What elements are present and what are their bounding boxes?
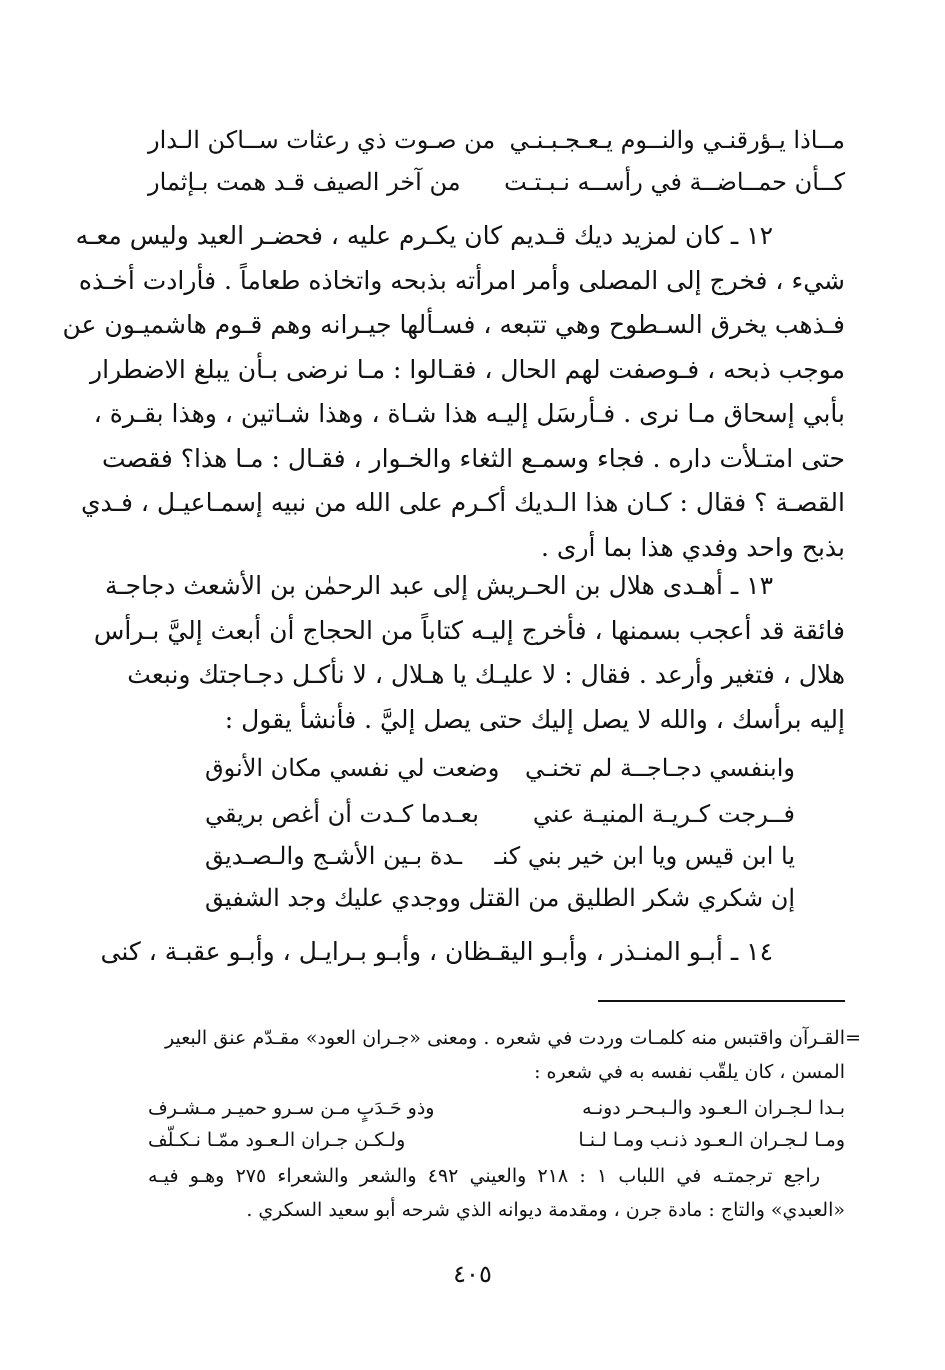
verse-hemistich-second: ـدة بـين الأشـج والـصـديق: [205, 842, 463, 870]
paragraph-12: [62, 214, 845, 570]
footnote-verse-second: ولـكـن جـران الـعـود ممّـا نـكـلّف: [148, 1129, 406, 1151]
verse-hemistich-first: مــاذا يـؤرقنـي والنــوم يـعـجـبـنـي: [509, 126, 845, 154]
verse-hemistich-second: بعـدما كـدت أن أغص بريقي: [205, 800, 479, 828]
footnote-continuation-marker: =: [845, 1027, 861, 1049]
verse-hemistich-second: ـل ووجدي عليك وجد الشفيق: [205, 884, 494, 912]
footnote-verse-second: وذو حَـدَبٍ مـن سـرو حميـر مـشـرف: [148, 1097, 435, 1119]
text-line: بأبي إسحاق مـا نرى . فـأرسَل إليـه هذا شـاة ، وهذا شـاتين ، وهذا بقـرة ،: [93, 399, 845, 428]
verse-hemistich-second: من آخر الصيف قـد همت بـإثمار: [148, 168, 461, 196]
verse-hemistich-first: فــرجت كـريـة المنيـة عني: [532, 800, 795, 828]
text-line: بذبح واحد وفدي هذا بما أرى .: [541, 532, 845, 562]
verse-couplet: [205, 876, 795, 920]
text-line: فـذهب يخرق السـطوح وهي تتبعه ، فسـألها جيـرانه وهم قـوم هاشميـون عن: [62, 310, 845, 339]
text-line: موجب ذبحه ، فـوصفت لهم الحال ، فقـالوا : مـا نرضى بـأن يبلغ الاضطرار: [90, 354, 845, 384]
footnote-verse-first: بـدا لـجـران الـعـود والـبـحـر دونـه: [582, 1097, 845, 1119]
verse-couplet: [205, 746, 795, 790]
footnote-separator: [598, 1000, 845, 1002]
paragraph-13: [93, 564, 845, 742]
text-line: شيء ، فخرج إلى المصلى وأمر امرأته بذبحه واتخاذه طعاماً . فأرادت أخـذه: [78, 265, 845, 295]
verse-hemistich-first: إن شكري شكر الطليق من القتـ: [480, 884, 795, 912]
text-line: ١٢ ـ كان لمزيد ديك قـديم كان يكـرم عليه ، فحضـر العيد وليس معـه: [75, 221, 773, 250]
page-number: ٤٠٥: [453, 1260, 492, 1288]
text-line: إليه برأسك ، والله لا يصل إليك حتى يصل إليَّ . فأنشأ يقول :: [224, 704, 845, 734]
verse-hemistich-first: وابنفسي دجـاجــة لم تخنـي: [525, 754, 795, 782]
paragraph-14: [100, 930, 845, 975]
text-line: حتى امتـلأت داره . فجاء وسمـع الثغاء والخـوار ، فقـال : مـا هذا؟ فقصت: [101, 443, 845, 473]
footnote-line: «العبدي» والتاج : مادة جرن ، ومقدمة ديوانه الذي شرحه أبو سعيد السكري .: [246, 1199, 845, 1221]
text-line: فائقة قد أعجب بسمنها ، فأخرج إليـه كتاباً من الحجاج أن أبعث إليَّ بـرأس: [93, 615, 845, 645]
verse-couplet: [148, 160, 845, 204]
verse-hemistich-second: وضعت لي نفسي مكان الأنوق: [205, 754, 500, 782]
verse-hemistich-first: كــأن حمــاضــة في رأســه نـبـتـت: [504, 168, 845, 196]
verse-hemistich-first: يا ابن قيس ويا ابن خير بني كنـ: [494, 842, 795, 870]
text-line: ١٤ ـ أبـو المنـذر ، وأبـو اليقـظان ، وأبـو بـرايـل ، وأبـو عقبـة ، كنى: [100, 937, 773, 966]
verse-couplet: [205, 792, 795, 836]
text-line: ١٣ ـ أهـدى هلال بن الحـريش إلى عبد الرحمٰن بن الأشعث دجاجـة: [104, 571, 773, 600]
verse-couplet: [205, 834, 795, 878]
footnote-line: المسن ، كان يلقّب نفسه به في شعره :: [534, 1061, 845, 1083]
footnote-line: راجع ترجمتـه في اللباب ١ : ٢١٨ والعيني ٤٩٢ والشعر والشعراء ٢٧٥ وهـو فيـه: [148, 1165, 820, 1187]
footnote-line: القـرآن واقتبس منه كلمـات وردت في شعره . ومعنى «جـران العود» مقـدّم عنق البعير: [165, 1027, 845, 1049]
footnote-verse-first: ومـا لـجـران الـعـود ذنـب ومـا لـنـا: [578, 1129, 845, 1151]
verse-hemistich-second: من صـوت ذي رعثات ســاكن الـدار: [148, 126, 496, 154]
verse-couplet: [148, 118, 845, 162]
text-line: هلال ، فتغير وأرعد . فقال : لا عليـك يا هـلال ، لا نأكـل دجـاجتك ونبعث: [127, 660, 845, 689]
text-line: القصـة ؟ فقال : كـان هذا الـديك أكـرم على الله من نبيه إسمـاعيـل ، فـدي: [80, 488, 845, 517]
